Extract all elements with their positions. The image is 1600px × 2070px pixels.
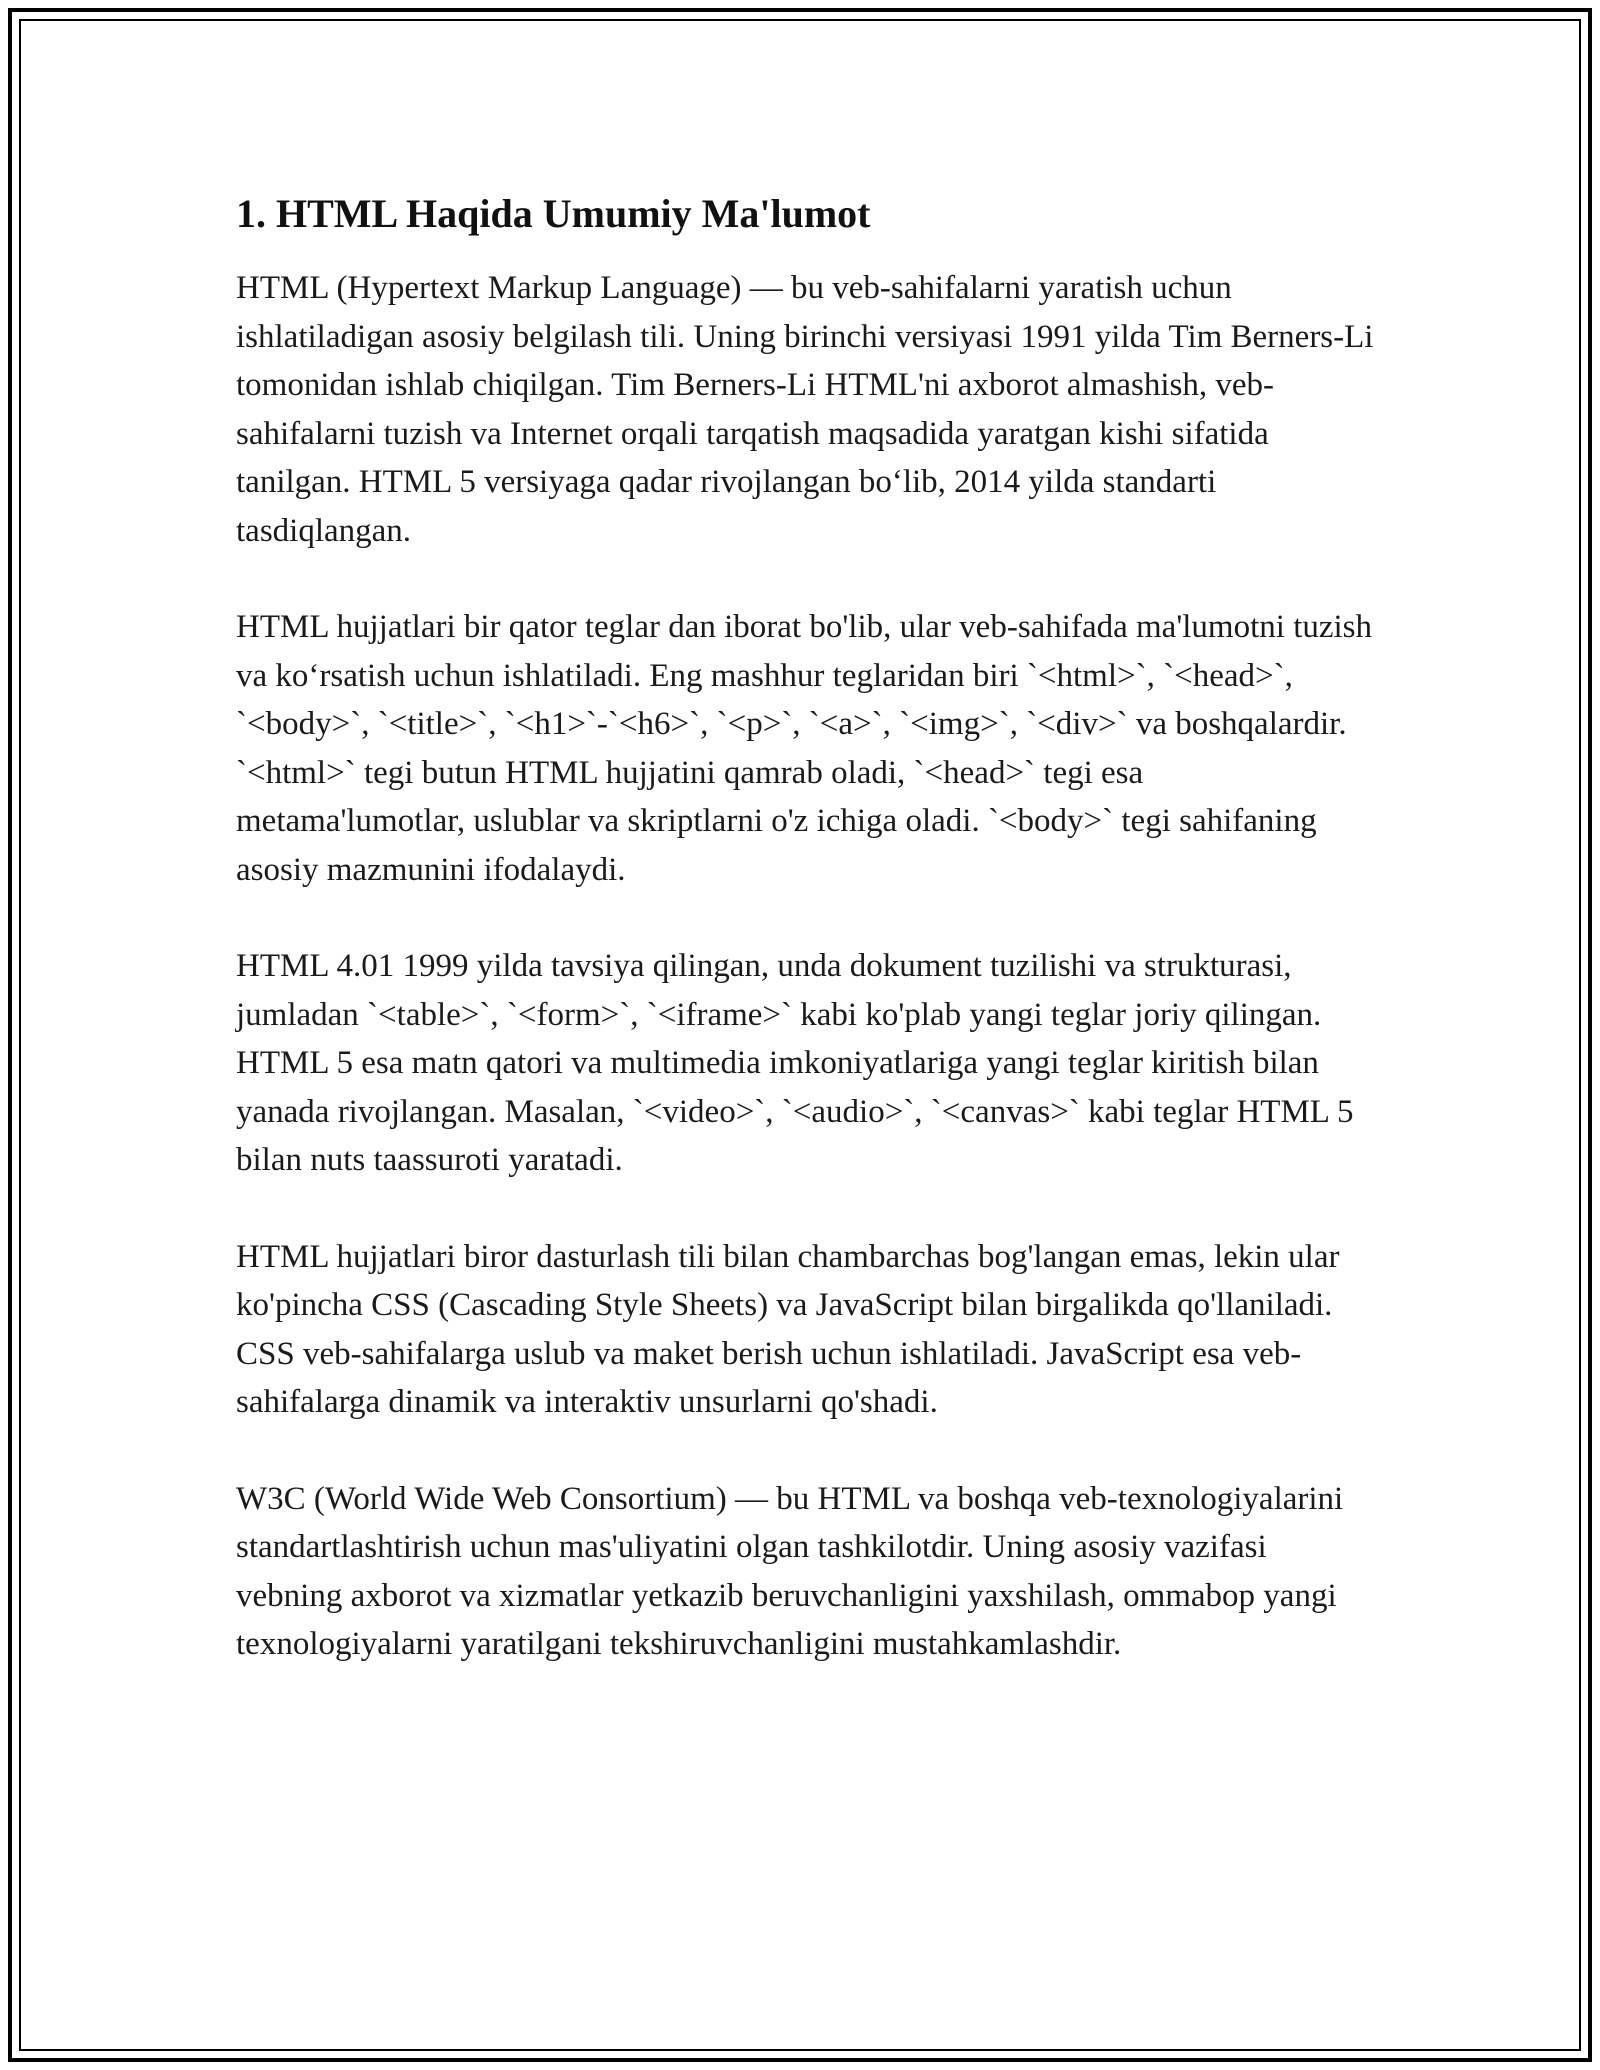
paragraph-css-javascript: HTML hujjatlari biror dasturlash tili bilan chambarchas bog'langan emas, lekin ular ko'pincha CSS (Cascading Style Sheets) va JavaScript bilan birgalikda qo'llaniladi. CSS veb-sahifalarga uslub va maket berish uchun ishlatiladi. JavaScript esa veb-sahifalarga dinamik va interaktiv unsurlarni qo'shadi. [236,1238,1340,1420]
paragraph-w3c: W3C (World Wide Web Consortium) — bu HTML va boshqa veb-texnologiyalarini standartlashtirish uchun mas'uliyatini olgan tashkilotdir. Uning asosiy vazifasi vebning axborot va xizmatlar yetkazib beruvchanligini yaxshilash, ommabop yangi texnologiyalarni yaratilgani tekshiruvchanligini mustahkamlashdir. [236,1480,1344,1662]
paragraph-html-versions: HTML 4.01 1999 yilda tavsiya qilingan, unda dokument tuzilishi va strukturasi, jumladan `<table>`, `<form>`, `<iframe>` kabi ko'plab yangi teglar joriy qilingan. HTML 5 esa matn qatori va multimedia imkoniyatlariga yangi teglar kiritish bilan yanada rivojlangan. Masalan, `<video>`, `<audio>`, `<canvas>` kabi teglar HTML 5 bilan nuts taassuroti yaratadi. [236,948,1354,1178]
paragraph-html-overview: HTML (Hypertext Markup Language) — bu veb-sahifalarni yaratish uchun ishlatiladigan asosiy belgilash tili. Uning birinchi versiyasi 1991 yilda Tim Berners-Li tomonidan ishlab chiqilgan. Tim Berners-Li HTML'ni axborot almashish, veb-sahifalarni tuzish va Internet orqali tarqatish maqsadida yaratgan kishi sifatida tanilgan. HTML 5 versiyaga qadar rivojlangan bo‘lib, 2014 yilda standarti tasdiqlangan. [236,270,1374,549]
section-heading: 1. HTML Haqida Umumiy Ma'lumot [236,191,871,236]
paragraph-html-tags: HTML hujjatlari bir qator teglar dan iborat bo'lib, ular veb-sahifada ma'lumotni tuzish va ko‘rsatish uchun ishlatiladi. Eng mashhur teglaridan biri `<html>`, `<head>`, `<body>`, `<title>`, `<h1>`-`<h6>`, `<p>`, `<a>`, `<img>`, `<div>` va boshqalardir. `<html>` tegi butun HTML hujjatini qamrab oladi, `<head>` tegi esa metama'lumotlar, uslublar va skriptlarni o'z ichiga oladi. `<body>` tegi sahifaning asosiy mazmunini ifodalaydi. [236,609,1373,888]
document-body [236,186,1376,1669]
